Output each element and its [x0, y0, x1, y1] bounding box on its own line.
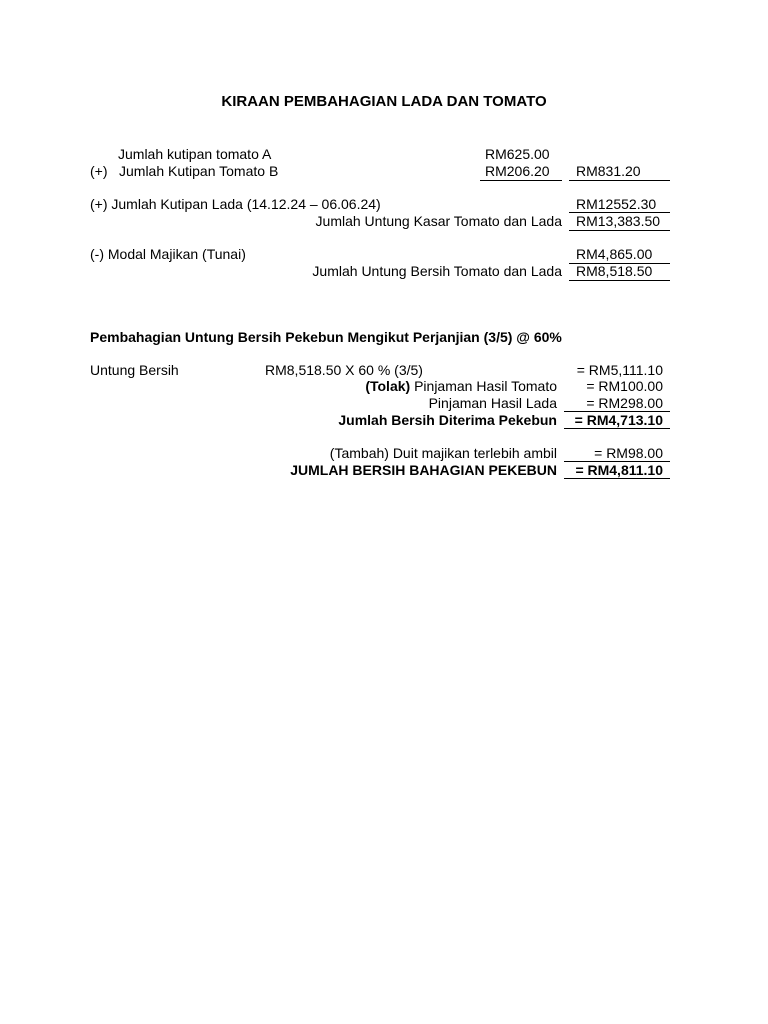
tomato-total-underline — [569, 180, 670, 181]
document-title: KIRAAN PEMBAHAGIAN LADA DAN TOMATO — [221, 93, 547, 110]
extra-value: = RM98.00 — [594, 445, 663, 461]
tomato-loan-label — [280, 378, 557, 394]
tolak-label: (Tolak) — [365, 378, 411, 394]
gross-profit-underline — [569, 230, 670, 231]
net-profit-value: RM8,518.50 — [576, 263, 653, 279]
tomato-b-underline — [480, 180, 562, 181]
final-label: JUMLAH BERSIH BAHAGIAN PEKEBUN — [290, 462, 557, 478]
tomato-b-label: Jumlah Kutipan Tomato B — [119, 163, 279, 179]
tomato-loan-value: = RM100.00 — [586, 378, 663, 394]
lada-loan-value: = RM298.00 — [586, 395, 663, 411]
final-underline — [564, 478, 670, 479]
net-profit-underline — [569, 280, 670, 281]
split-heading: Pembahagian Untung Bersih Pekebun Mengikut Perjanjian (3/5) @ 60% — [90, 329, 562, 345]
received-underline — [564, 428, 670, 429]
net-share-label: Untung Bersih — [90, 362, 179, 378]
lada-value: RM12552.30 — [576, 196, 657, 212]
tomato-loan-text: Pinjaman Hasil Tomato — [414, 378, 557, 394]
gross-profit-value: RM13,383.50 — [576, 213, 661, 229]
capital-label: (-) Modal Majikan (Tunai) — [90, 246, 246, 262]
tomato-total-value: RM831.20 — [576, 163, 641, 179]
net-profit-label: Jumlah Untung Bersih Tomato dan Lada — [312, 263, 562, 279]
gross-profit-label: Jumlah Untung Kasar Tomato dan Lada — [315, 213, 562, 229]
net-share-formula: RM8,518.50 X 60 % (3/5) — [265, 362, 423, 378]
capital-value: RM4,865.00 — [576, 246, 653, 262]
tomato-b-prefix: (+) — [90, 163, 108, 179]
received-label: Jumlah Bersih Diterima Pekebun — [338, 412, 557, 428]
lada-loan-label: Pinjaman Hasil Lada — [428, 395, 557, 411]
received-value: = RM4,713.10 — [574, 412, 663, 428]
tomato-a-value: RM625.00 — [485, 146, 550, 162]
tomato-b-value: RM206.20 — [485, 163, 550, 179]
lada-label: (+) Jumlah Kutipan Lada (14.12.24 – 06.06.24) — [90, 196, 381, 212]
final-value: = RM4,811.10 — [575, 462, 663, 478]
tomato-a-label: Jumlah kutipan tomato A — [118, 146, 272, 162]
net-share-value: = RM5,111.10 — [576, 362, 663, 378]
extra-label: (Tambah) Duit majikan terlebih ambil — [329, 445, 557, 461]
